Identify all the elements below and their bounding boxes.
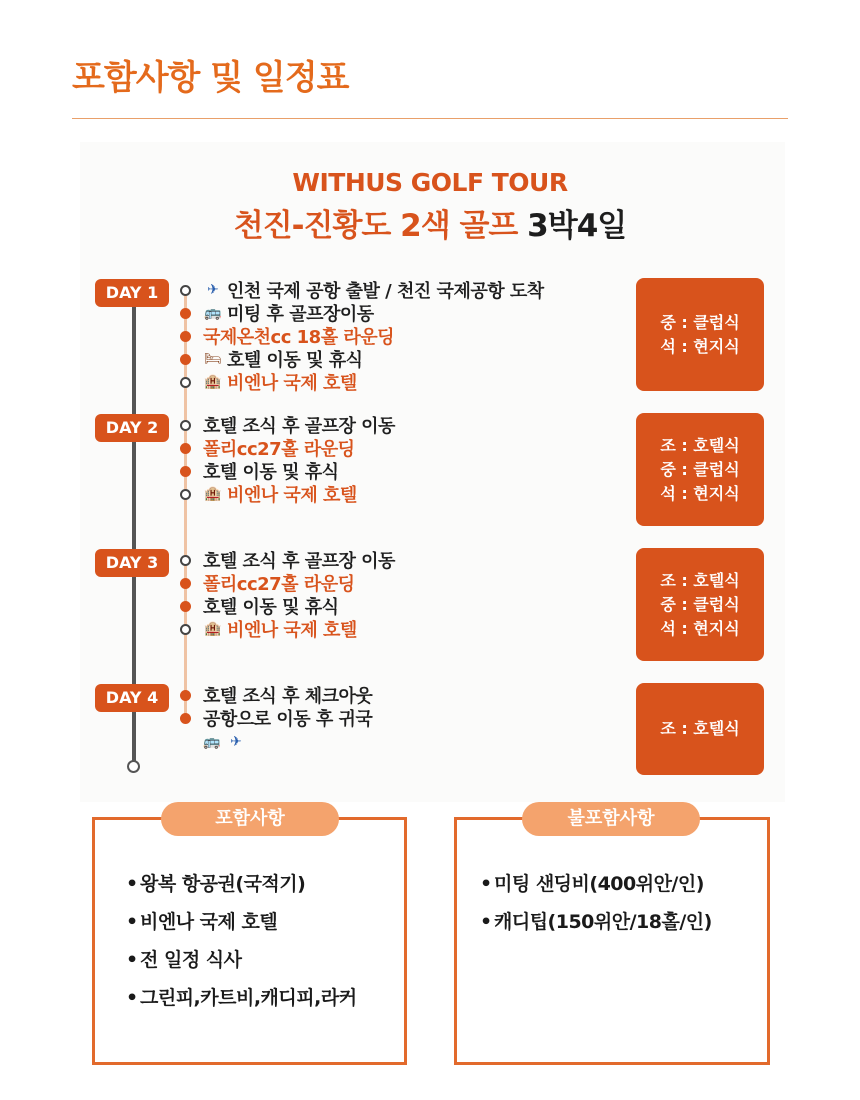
list-item: • 비엔나 국제 호텔: [126, 911, 278, 933]
meal-box: [636, 278, 764, 391]
airplane-icon: ✈: [230, 734, 242, 750]
headline-main: 천진-진황도 2색 골프: [233, 208, 518, 244]
event-text: 호텔 조식 후 골프장 이동: [203, 551, 395, 572]
list-item: • 왕복 항공권(국적기): [126, 873, 306, 895]
timeline-event: [180, 348, 363, 370]
event-text: 호텔 이동 및 휴식: [203, 462, 339, 483]
airplane-icon: ✈: [207, 282, 219, 298]
hotel-icon: 🏨: [204, 486, 222, 502]
meal-line: 중 : 클럽식: [660, 594, 740, 614]
timeline-dot: [180, 601, 191, 612]
timeline-event: [180, 595, 339, 617]
list-item: • 전 일정 식사: [126, 949, 242, 971]
meal-box: [636, 548, 764, 661]
event-text: 호텔 이동 및 휴식: [227, 350, 363, 371]
timeline-event: [180, 279, 544, 301]
event-text: 미팅 후 골프장이동: [227, 304, 374, 325]
bus-icon: 🚌: [204, 305, 222, 321]
event-text: 폴리cc27홀 라운딩: [203, 574, 355, 595]
hollow-dot: [180, 420, 191, 431]
day-badge: DAY 2: [95, 414, 169, 442]
hollow-dot: [180, 377, 191, 388]
title-divider: [72, 118, 788, 119]
hollow-dot: [180, 624, 191, 635]
event-text: 공항으로 이동 후 귀국: [203, 709, 373, 730]
event-text: 비엔나 국제 호텔: [227, 373, 357, 394]
meal-box: [636, 413, 764, 526]
event-text: 인천 국제 공항 출발 / 천진 국제공항 도착: [227, 281, 544, 302]
event-text: 호텔 조식 후 골프장 이동: [203, 416, 395, 437]
included-list: [126, 865, 357, 1017]
timeline-dot: [180, 354, 191, 365]
item-text: 그린피,카트비,캐디피,라커: [140, 987, 357, 1009]
item-text: 왕복 항공권(국적기): [140, 873, 306, 895]
day-badge: DAY 4: [95, 684, 169, 712]
timeline-event: [180, 302, 374, 324]
excluded-pill: 불포함사항: [522, 802, 700, 836]
timeline-event: [180, 549, 395, 571]
excluded-list: [480, 865, 712, 941]
timeline-end-dot: [127, 760, 140, 773]
meal-line: 중 : 클럽식: [660, 312, 740, 332]
included-pill: 포함사항: [161, 802, 339, 836]
excluded-box: [454, 817, 770, 1065]
timeline-event: [202, 731, 250, 753]
hollow-dot: [180, 285, 191, 296]
bed-icon: 🛏: [204, 351, 222, 367]
meal-box: [636, 683, 764, 775]
event-text: 호텔 이동 및 휴식: [203, 597, 339, 618]
timeline-event: [180, 414, 395, 436]
list-item: • 그린피,카트비,캐디피,라커: [126, 987, 357, 1009]
timeline-event: [180, 325, 394, 347]
event-text: 비엔나 국제 호텔: [227, 485, 357, 506]
event-text: 호텔 조식 후 체크아웃: [203, 686, 373, 707]
timeline-event: [180, 437, 354, 459]
timeline-event: [180, 483, 357, 505]
timeline-dot: [180, 443, 191, 454]
meal-line: 중 : 클럽식: [660, 459, 740, 479]
timeline-dot: [180, 466, 191, 477]
timeline-dot: [180, 331, 191, 342]
timeline-event: [180, 371, 357, 393]
item-text: 전 일정 식사: [140, 949, 242, 971]
day-badge: DAY 3: [95, 549, 169, 577]
list-item: • 캐디팁(150위안/18홀/인): [480, 911, 712, 933]
item-text: 미팅 샌딩비(400위안/인): [494, 873, 704, 895]
poster-brand: WITHUS GOLF TOUR: [292, 168, 568, 197]
event-text: 국제온천cc 18홀 라운딩: [203, 327, 395, 348]
item-text: 비엔나 국제 호텔: [140, 911, 278, 933]
list-item: • 미팅 샌딩비(400위안/인): [480, 873, 704, 895]
hotel-icon: 🏨: [204, 621, 222, 637]
event-text: 비엔나 국제 호텔: [227, 620, 357, 641]
timeline-event: [180, 618, 357, 640]
timeline-dot: [180, 308, 191, 319]
meal-line: 조 : 호텔식: [660, 570, 740, 590]
meal-line: 석 : 현지식: [660, 336, 740, 356]
page-title: 포함사항 및 일정표: [72, 58, 349, 98]
hollow-dot: [180, 555, 191, 566]
timeline-dot: [180, 713, 191, 724]
timeline-dot: [180, 578, 191, 589]
poster-headline: [0, 200, 860, 245]
headline-duration: 3박4일: [527, 208, 627, 244]
meal-line: 석 : 현지식: [660, 483, 740, 503]
meal-line: 조 : 호텔식: [660, 435, 740, 455]
timeline-event: [180, 707, 372, 729]
meal-line: 조 : 호텔식: [660, 719, 740, 738]
event-text: 폴리cc27홀 라운딩: [203, 439, 355, 460]
timeline-dot: [180, 690, 191, 701]
day-badge: DAY 1: [95, 279, 169, 307]
bus-icon: 🚌: [203, 734, 221, 750]
timeline-event: [180, 684, 372, 706]
hotel-icon: 🏨: [204, 374, 222, 390]
meal-line: 석 : 현지식: [660, 618, 740, 638]
timeline-event: [180, 572, 354, 594]
hollow-dot: [180, 489, 191, 500]
timeline-event: [180, 460, 339, 482]
item-text: 캐디팁(150위안/18홀/인): [494, 911, 712, 933]
